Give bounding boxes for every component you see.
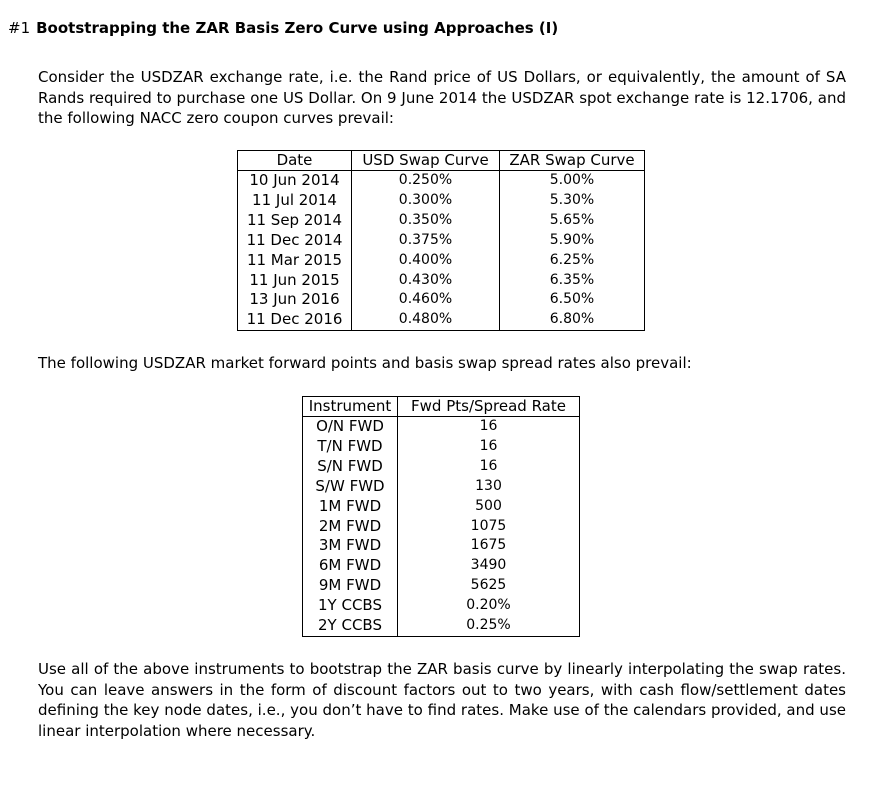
- date-cell: 11 Dec 2014: [238, 231, 352, 251]
- zar-rate-cell: 5.65%: [500, 211, 645, 231]
- fwd-pts-cell: 16: [398, 417, 580, 437]
- table-row: [303, 497, 580, 517]
- column-header-zar-swap-curve: ZAR Swap Curve: [500, 151, 645, 171]
- table-row: [238, 211, 645, 231]
- table-row: [303, 417, 580, 437]
- zar-rate-cell: 6.25%: [500, 251, 645, 271]
- fwd-pts-cell: 16: [398, 457, 580, 477]
- table-row: [238, 231, 645, 251]
- table-row: [303, 596, 580, 616]
- usd-rate-cell: 0.400%: [352, 251, 500, 271]
- instrument-cell: 2Y CCBS: [303, 616, 398, 636]
- date-cell: 10 Jun 2014: [238, 171, 352, 191]
- fwd-pts-cell: 1675: [398, 536, 580, 556]
- table-row: [303, 616, 580, 636]
- instrument-cell: 2M FWD: [303, 517, 398, 537]
- table-row: [238, 310, 645, 330]
- instrument-cell: 6M FWD: [303, 556, 398, 576]
- date-cell: 11 Dec 2016: [238, 310, 352, 330]
- instrument-cell: 1M FWD: [303, 497, 398, 517]
- instrument-cell: 9M FWD: [303, 576, 398, 596]
- forward-points-table: [302, 396, 580, 637]
- zar-rate-cell: 5.30%: [500, 191, 645, 211]
- zar-rate-cell: 6.50%: [500, 290, 645, 310]
- table-row: [303, 536, 580, 556]
- column-header-fwd-pts-spread-rate: Fwd Pts/Spread Rate: [398, 397, 580, 417]
- zero-curve-table: [237, 150, 645, 331]
- section-heading: [8, 19, 558, 37]
- date-cell: 13 Jun 2016: [238, 290, 352, 310]
- fwd-pts-cell: 5625: [398, 576, 580, 596]
- usd-rate-cell: 0.350%: [352, 211, 500, 231]
- table-row: [238, 251, 645, 271]
- table-row: [303, 437, 580, 457]
- column-header-date: Date: [238, 151, 352, 171]
- table-row: [238, 191, 645, 211]
- date-cell: 11 Jul 2014: [238, 191, 352, 211]
- fwd-pts-cell: 16: [398, 437, 580, 457]
- usd-rate-cell: 0.480%: [352, 310, 500, 330]
- table-row: [303, 576, 580, 596]
- fwd-pts-cell: 0.25%: [398, 616, 580, 636]
- zar-rate-cell: 5.90%: [500, 231, 645, 251]
- table-row: [303, 457, 580, 477]
- fwd-pts-cell: 1075: [398, 517, 580, 537]
- instrument-cell: O/N FWD: [303, 417, 398, 437]
- instrument-cell: 3M FWD: [303, 536, 398, 556]
- instrument-cell: S/N FWD: [303, 457, 398, 477]
- fwd-pts-cell: 130: [398, 477, 580, 497]
- instrument-cell: T/N FWD: [303, 437, 398, 457]
- zar-rate-cell: 6.35%: [500, 271, 645, 291]
- table-row: [238, 290, 645, 310]
- usd-rate-cell: 0.300%: [352, 191, 500, 211]
- intro-paragraph: Consider the USDZAR exchange rate, i.e. the Rand price of US Dollars, or equivalently, the amount of SA Rands required to purchase one US Dollar. On 9 June 2014 the USDZAR spot exchange rate is 12.1706, and the following NACC zero coupon curves prevail:: [38, 68, 846, 127]
- date-cell: 11 Sep 2014: [238, 211, 352, 231]
- section-number: #1: [8, 19, 31, 37]
- usd-rate-cell: 0.375%: [352, 231, 500, 251]
- table-header-row: [303, 397, 580, 417]
- forward-intro-paragraph: The following USDZAR market forward points and basis swap spread rates also prevail:: [38, 354, 692, 372]
- column-header-instrument: Instrument: [303, 397, 398, 417]
- section-title: Bootstrapping the ZAR Basis Zero Curve using Approaches (I): [36, 19, 559, 37]
- zar-rate-cell: 5.00%: [500, 171, 645, 191]
- fwd-pts-cell: 0.20%: [398, 596, 580, 616]
- table-row: [238, 171, 645, 191]
- date-cell: 11 Mar 2015: [238, 251, 352, 271]
- instrument-cell: S/W FWD: [303, 477, 398, 497]
- instructions-paragraph: Use all of the above instruments to bootstrap the ZAR basis curve by linearly interpolating the swap rates. You can leave answers in the form of discount factors out to two years, with cash flow/settlement dates defining the key node dates, i.e., you don’t have to find rates. Make use of the calendars provided, and use linear interpolation where necessary.: [38, 660, 846, 740]
- usd-rate-cell: 0.460%: [352, 290, 500, 310]
- table-row: [303, 517, 580, 537]
- table-row: [303, 477, 580, 497]
- zar-rate-cell: 6.80%: [500, 310, 645, 330]
- column-header-usd-swap-curve: USD Swap Curve: [352, 151, 500, 171]
- instrument-cell: 1Y CCBS: [303, 596, 398, 616]
- table-header-row: [238, 151, 645, 171]
- table-row: [303, 556, 580, 576]
- usd-rate-cell: 0.430%: [352, 271, 500, 291]
- date-cell: 11 Jun 2015: [238, 271, 352, 291]
- table-row: [238, 271, 645, 291]
- usd-rate-cell: 0.250%: [352, 171, 500, 191]
- fwd-pts-cell: 500: [398, 497, 580, 517]
- fwd-pts-cell: 3490: [398, 556, 580, 576]
